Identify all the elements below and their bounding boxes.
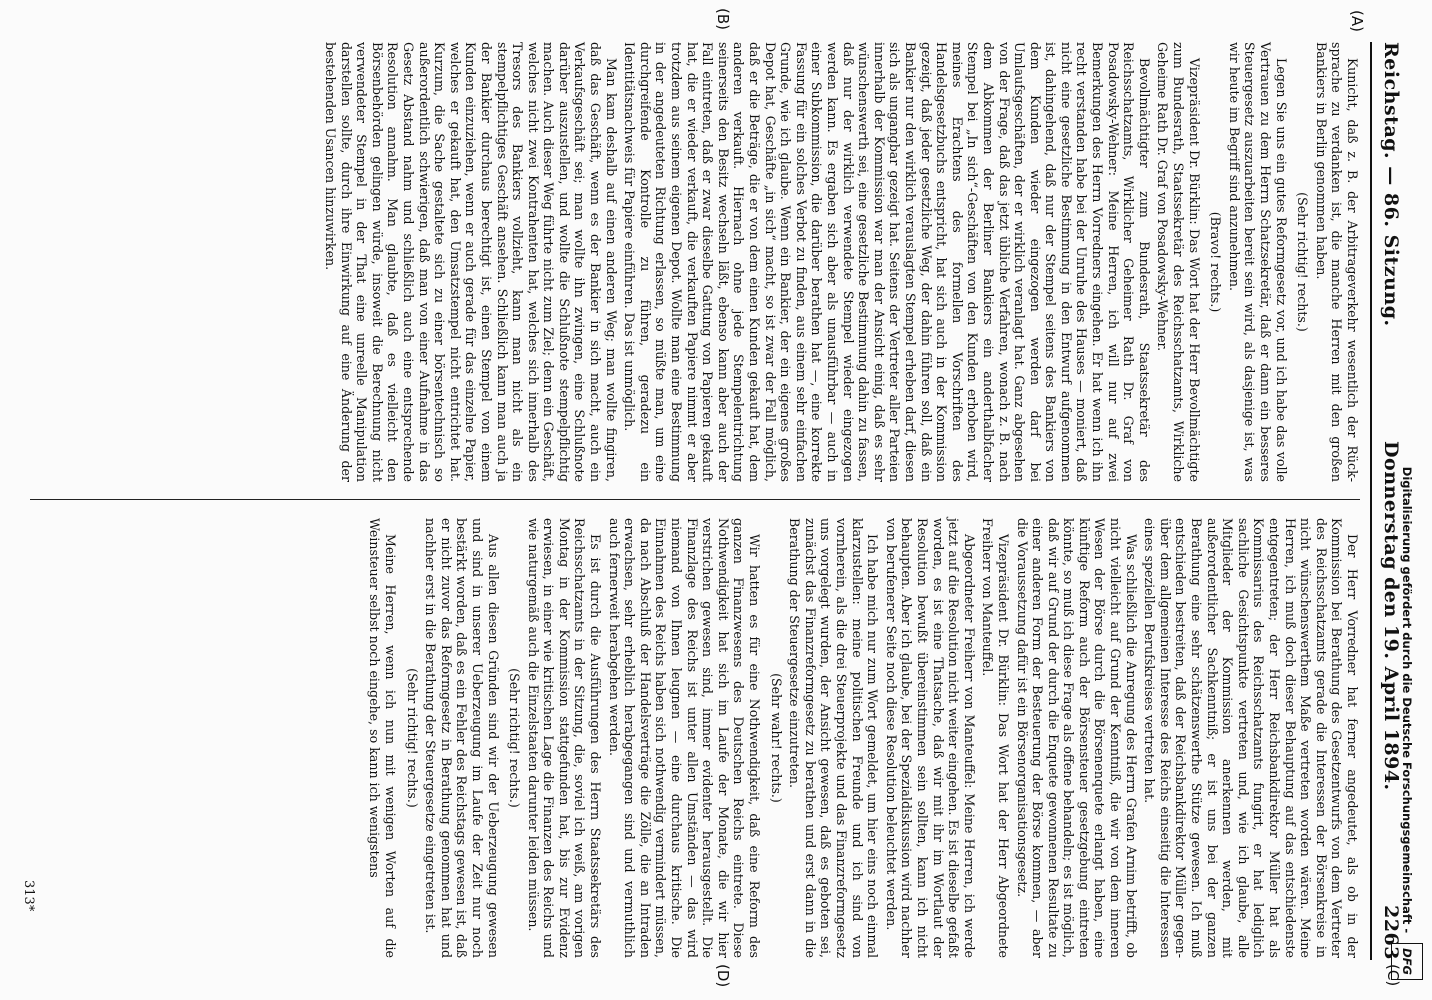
margin-marker-b: (B): [714, 8, 732, 30]
right-paragraph-3: Vizepräsident Dr. Bürklin: Das Wort hat der Herr Abgeordnete Freiherr von Manteuffel.: [980, 518, 1011, 958]
right-paragraph-1: Der Herr Vorredner hat ferner angedeutet, als ob in der Kommission bei Berathung des Gesetzentwurfs von dem Vertreter des Reichsschatzamts gerade die Interessen der Börsenkreise in nicht wünschenswerthem Maße vertreten worden wären. Meine Herren, ich muß doch dieser Behauptung auf das entschiedenste entgegentreten; der Herr Reichsbankdirektor Müller hat als Kommissarius des Reichsschatzamts fungirt, er hat lediglich sachliche Gesichtspunkte vertreten und, wie ich glaube, alle Mitglieder der Kommission anerkennen werden, mit außerordentlicher Sachkenntniß; er ist uns bei der ganzen Berathung eine sehr schätzenswerthe Stütze gewesen. Ich muß entschieden bestreiten, daß der Reichsbankdirektor Müller gegenüber dem allgemeinen Interesse des Reichs einseitig die Interessen eines speziellen Berufskreises vertreten hat.: [1142, 518, 1360, 958]
left-interjection-2: (Bravo! rechts.): [1208, 211, 1224, 313]
dfg-logo: DFG: [1391, 943, 1423, 980]
right-paragraph-6: Wir hatten es für eine Nothwendigkeit, daß eine Reform des ganzen Finanzwesens des Deutschen Reichs eintrete. Diese Nothwendigkeit hat sich im Laufe der Monate, die wir hier verstrichen gewesen sind, immer evidenter herausgestellt. Die Finanzlage des Reichs ist unter allen Umständen — das wird niemand von Ihnen leugnen — eine durchaus kritische. Die Einnahmen des Reichs haben sich nothwendig vermindert müssen, da nach Abschluß der Handelsverträge die Zölle, die an Intraden erwachsen, sehr erheblich herabgegangen sind und vermuthlich auch fernerweit herabgehen werden.: [606, 518, 763, 958]
left-paragraph-1: Kunicht, daß z. B. der Arbitrageverkehr wesentlich der Rücksprache zu verdanken ist, die manche Herren mit den großen Bankiers in Berlin genommen haben.: [1313, 42, 1360, 482]
right-paragraph-2: Was schließlich die Anregung des Herrn Grafen Arnim betrifft, ob nicht vielleicht auf Grund der Kenntniß, die wir von dem inneren Wesen der Börse durch die Börsenenquete erlangt haben, eine künftige Reform auch der Börsensteuer gesetzgebung eintreten könnte, so muß ich diese Frage als offene behandeln; es ist möglich, daß wir auf Grund der durch die Enquete gewonnenen Resultate zu einer anderen Form der Besteuerung der Börse kommen, — aber die Voraussetzung dafür ist ein Börsenorganisationsgesetz.: [1014, 518, 1139, 958]
column-divider: [30, 499, 1360, 500]
left-paragraph-5: Man kam deshalb auf einen anderen Weg; man wollte fingiren, daß das Geschäft, wenn es der Bankier in sich macht, auch ein Verkaufsgeschäft sei; man wollte ihn zwingen, eine Schlußnote darüber auszustellen, und wollte die Schlußnote stempelpflichtig machen. Auch dieser Weg führte nicht zum Ziel; denn ein Geschäft, welches nicht zwei Kontrahenten hat, welches sich innerhalb des Tresors des Bankiers vollzieht, kann man nicht als ein stempelpflichtiges Geschäft ansehen. Schließlich kann man auch ja der Bankier durchaus berechtigt ist, einen Stempel von einem Kunden einzuziehen, wenn er auch gerade für das einzelne Papier, welches er gekauft hat, den Umsatzstempel nicht entrichtet hat. Kurzum, die Sache gestaltete sich zu einer börsentechnisch so außerordentlich schwierigen, daß man von einer Aufnahme in das Gesetz Abstand nahm und schließlich auch eine entsprechende Resolution annahm. Man glaubte, daß es vielleicht den Börsenbehörden gelingen würde, insoweit die Berechnung nicht verwendeter Stempel in der That eine unreelle Manipulation darstellen sollte, durch ihre Einwirkung auf eine Änderung der bestehenden Usancen hinzuwirken.: [323, 42, 619, 482]
sheet-signature: 313*: [21, 880, 36, 912]
header-session: Reichstag. — 86. Sitzung.: [1380, 42, 1402, 327]
left-paragraph-4: Bevollmächtigter zum Bundesrath, Staatssekretär des Reichsschatzamts, Wirklicher Geheimer Rath Dr. Graf von Posadowsky-Wehner: Meine Herren, ich will nur auf zwei Bemerkungen des Herrn Vorredners eingehen. Er hat wenn ich ihn recht verstanden habe bei der Unruhe des Hauses — moniert, daß nicht eine gesetzliche Bestimmung in den Entwurf aufgenommen ist, dahingehend, daß nur der Stempel seitens des Bankiers von dem Kunden wieder eingezogen werden darf bei Umlaufsgeschäften, der er wirklich veranlagt hat. Ganz abgesehen von der Frage, daß das jetzt übliche Verfahren, wonach z. B. nach dem Abkommen der Berliner Bankiers ein anderthalbfacher Stempel bei „In sich“-Geschäften von den Kunden erhoben wird, meines Erachtens des formellen Vorschriften des Handelsgesetzbuchs entspricht, hat sich auch in der Kommission gezeigt, daß jeder gesetzliche Weg, der dahin führen soll, daß ein Bankier nur den wirklich verauslagten Stempel erheben darf, diesen sich als ungangbar gezeigt hat. Seitens der Vertreter aller Parteien innerhalb der Kommission war man der Ansicht einig, daß es sehr wünschenswerth sei, eine gesetzliche Bestimmung dahin zu fassen, daß nur der wirklich verwendete Stempel wieder eingezogen werden kann. Es ergaben sich aber als unausführbar — auch in einer Subkommission, die darüber berathen hat —, eine korrekte Fassung für ein solches Verbot zu finden, aus einem sehr einfachen Grunde, wie ich glaube. Wenn ein Bankier, der ein eigenes großes Depot hat, Geschäfte „in sich“ macht, so ist zwar der Fall möglich, daß er die Beträge, die er von dem einen Kunden gekauft hat, dem anderen verkauft. Hiernach ohne jede Stempelentrichtung seinerseits den Besitz wechseln läßt, ebenso kann aber auch der Fall eintreten, daß er zwar dieselbe Gattung von Papieren gekauft hat, die er wieder verkauft, die verkauften Papiere nimmt er aber trotzdem aus seinem eigenen Depot. Wollte man eine Bestimmung in der angedeuteten Richtung erlassen, so müßte man, um eine durchgreifende Kontrolle zu führen, geradezu ein Identitätsnachweis für Papiere einführen. Das ist unmöglich.: [622, 42, 1152, 482]
right-paragraph-8: Aus allen diesen Gründen sind wir der Ueberzeugung gewesen und sind in unserer Ueberzeugung im Laufe der Zeit nur noch bestärkt worden, daß es ein Fehler des Reichstags gewesen ist, daß er nicht zuvor das Reformgesetz in Berathung genommen hat und nachher erst in die Berathung der Steuergesetze eingetreten ist.: [423, 518, 501, 958]
left-interjection-1: (Sehr richtig! rechts.): [1295, 192, 1311, 332]
right-interjection-1: (Sehr wahr! rechts.): [768, 673, 784, 803]
right-interjection-3: (Sehr richtig! rechts.): [404, 668, 420, 808]
dfg-watermark: [1393, 20, 1423, 980]
right-paragraph-7: Es ist durch die Ausführungen des Herrn Staatssekretärs des Reichsschatzamts in der Sitzung, die, soviel ich weiß, am vorigen Montag in der Kommission stattgefunden hat, bis zur Evidenz erwiesen, in einer wie kritischen Lage die Finanzen des Reichs und wie naturgemäß auch die Einzelstaaten darunter leiden müssen.: [525, 518, 604, 958]
margin-marker-d: (D): [714, 964, 732, 988]
right-interjection-2: (Sehr richtig! rechts.): [507, 668, 523, 808]
left-paragraph-2: Legen Sie uns ein gutes Reformgesetz vor, und ich habe das volle Vertrauen zu dem Herrn Schatzsekretär, daß er dann ein besseres Steuergesetz auszuarbeiten bereit sein wird, als dasjenige ist, was wir heute im Begriff sind anzunehmen.: [1226, 42, 1289, 482]
margin-marker-c: (C): [1384, 964, 1402, 987]
page-number: 2263: [1380, 905, 1402, 960]
margin-marker-a: (A): [1348, 10, 1366, 32]
watermark-text: Digitalisierung gefördert durch die Deutsche Forschungsgemeinschaft -: [1400, 466, 1414, 934]
right-column: [364, 518, 1360, 958]
left-paragraph-3: Vizepräsident Dr. Bürklin: Das Wort hat der Herr Bevollmächtigte zum Bundesrath, Staatssekretär des Reichsschatzamts, Wirkliche Geheime Rath Dr. Graf von Posadowsky-Wehner.: [1155, 42, 1202, 482]
right-paragraph-5: Ich habe mich nur zum Wort gemeldet, um hier eins noch einmal klarzustellen: meine politischen Freunde und ich sind von vornherein, als die drei Steuerprojekte und das Finanzreformgesetz uns vorgelegt wurden, der Ansicht gewesen, daß es geboten sei, zunächst das Finanzreformgesetz zu berathen und erst dann in die Berathung der Steuergesetze einzutreten.: [787, 518, 881, 958]
right-paragraph-4: Abgeordneter Freiherr von Manteuffel: Meine Herren, ich werde jetzt auf die Resolution nicht weiter eingehen. Es ist dieselbe gefaßt worden, es ist eine Thatsache, daß wir mit ihr im Wortlaut der Resolution bewußt übereinstimmen sein sollten, kann ich nicht behaupten. Aber ich glaube, bei der Spezialdiskussion wird nachher von berufenerer Seite noch diese Resolution beleuchtet werden.: [883, 518, 977, 958]
left-column: [319, 42, 1360, 482]
header-date: Donnerstag den 19. April 1894.: [1380, 441, 1402, 791]
right-paragraph-9: Meine Herren, wenn ich nun mit wenigen Worten auf die Weinsteuer selbst noch eingehe, so kann ich wenigstens: [367, 518, 398, 958]
